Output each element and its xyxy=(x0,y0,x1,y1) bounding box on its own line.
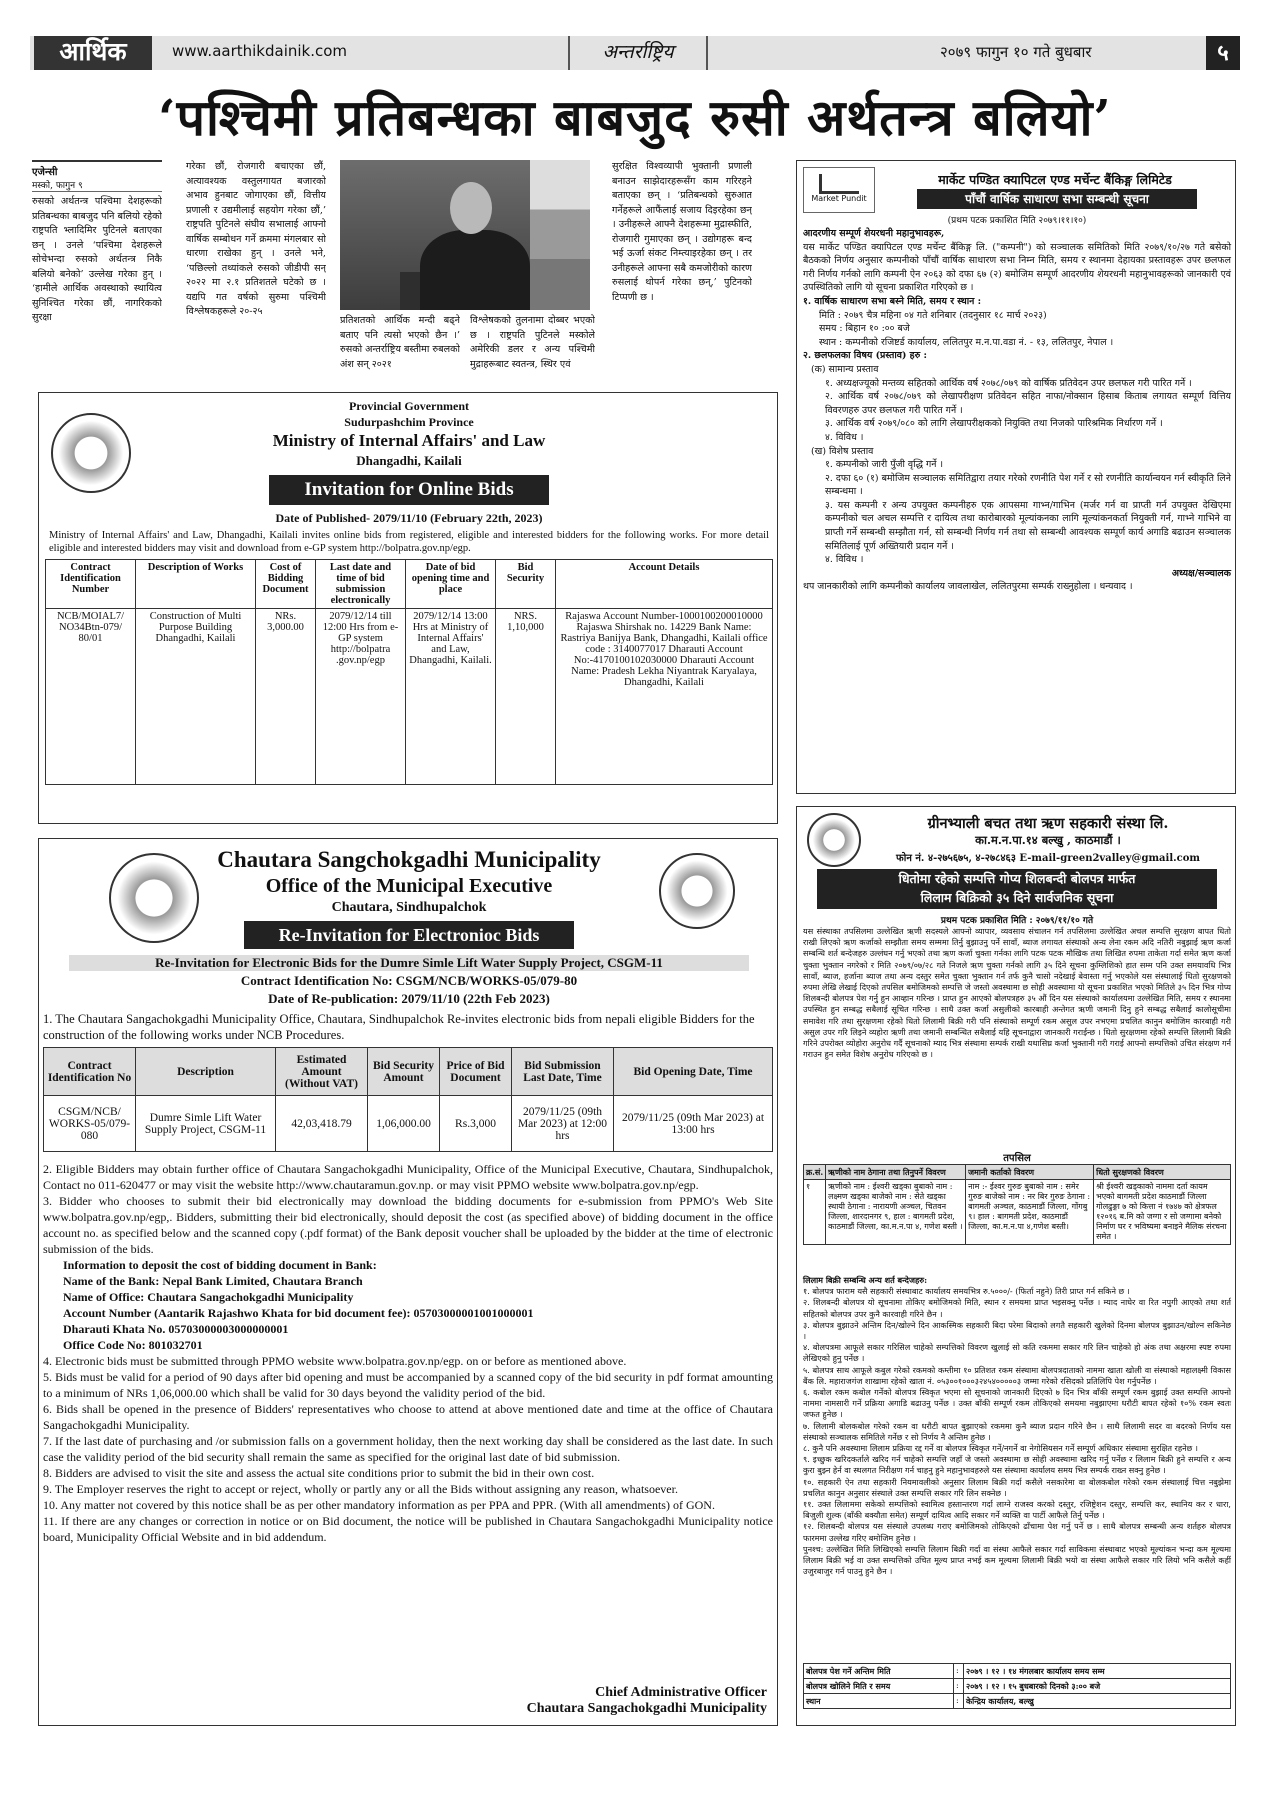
th-sn: क्र.सं. xyxy=(804,1165,826,1180)
chautara-contract-no: Contract Identification No: CSGM/NCB/WORKS-05/079-80 xyxy=(240,973,578,988)
cell-security: NRS. 1,10,000 xyxy=(496,609,556,785)
table-row xyxy=(44,1096,773,1152)
th-account: Account Details xyxy=(556,560,773,609)
special-4: ४. विविध । xyxy=(825,554,864,566)
market-s1: १. वार्षिक साधारण सभा बस्ने मिति, समय र स्थान : xyxy=(803,295,982,307)
table-row: बोलपत्र पेश गर्ने अन्तिम मिति : २०७९ । १२ । १४ मंगलबार कार्यालय समय सम्म xyxy=(804,1664,1231,1679)
chautara-banner: Re-Invitation for Electronioc Bids xyxy=(244,921,574,949)
chautara-para-1: 1. The Chautara Sangachokgadhi Municipality Office, Chautara, Sindhupalchok Re-invites electronic bids from nepali eligible Bidders for the construction of the following works under NCB Procedures. xyxy=(43,1012,755,1042)
cell-last-date: 2079/12/14 till 12:00 Hrs from e-GP system http://bolpatra .gov.np/egp xyxy=(316,609,406,785)
green-intro: यस संस्थाका तपसिलमा उल्लेखित ऋणी सदस्यले आफ्नो व्यापार, व्यवसाय संचालन गर्न तपसिलमा उल्लेखित अचल सम्पत्ति सुरक्षण बापत धितो राखी लिएको ऋण कर्जाको सम्झौता समय सम्ममा तिर्नु बुझाउनु पर्ने सावाँ, ब्याज लगायत संस्थाको अन्य लेना रकम अदि नतिरी नबुझाई ऋण कर्जा सम्बन्धि शर्त बन्देजहरु उल्लंघन गर्नु भएको तथा ऋण कर्जा चुक्ता गर्नका लागि पटक पटक मौखिक तथा लिखित रुपमा ताकेता गर्दा समेत ऋण कर्जा चुक्ता भुक्तान नगरेको र मिति २०७९/०७/२८ गते निजले ऋण चुक्ता गर्नको लागि ३५ दिने सूचना कुम्लिशिको हात सम्म पनि उक्त समयावधि भित्र सावाँ, ब्याज, हर्जाना ब्याज तथा अन्य दस्तुर समेत चुक्ता भुक्तान गर्न तर्फ कुनै चासो नदेखाई बेवास्ता गर्नु भएकोले यस संस्थालाई धितो सुरक्षणको रुपमा लेखि लेखाई दिएको तपसिल बमोजिमको सम्पत्ति जे जस्तो अवस्थामा छ सोही अवस्थामा यो सूचना प्रकाशित भएको मितिले ३५ दिन भित्र गोप्य शिलबन्दी बोलपत्र पेश गर्नु हुन आव्हान गरिन्छ । प्राप्त हुन आएको बोलपत्रहरु ३५ औं दिन यस संस्थाको कार्यालयमा उल्लेखित मिति, समय र स्थानमा उपस्थित हुन सम्बद्ध सबैलाई सूचित गरिन्छ । साथै उक्त कर्जा असुलीको कारबाही अन्तेगत ऋणी जमानी दिनु हुने सम्बद्ध सबैलाई कालोसूचीमा समावेश गरि तथा सुरक्षणमा रहेको धितो लिलामी बिक्री गरी पनि संस्थाको सम्पूर्ण रकम असुल उपर नभएमा प्रचलित कानुन बमोजिम कारबाही गरी असुल उपर गरि लिइने व्यहोरा ऋणी तथा जमानी सम्बन्धित सबैलाई यहि सूचनाद्वारा जानकारी गराईन्छ । धितो सुरक्षणमा रहेको सम्पत्ति लिलामी बिक्री गरिने उपरोक्त व्योहोरा अनुरोध गर्दै सूचनाको म्याद भित्र संस्थामा सम्पर्क राखी यथासिघ्र कर्जा भुक्तानी गरी गराई आफ्नो सम्पत्तिको उचित संरक्षण गर्न गराउन हुन समेत विशेष अनुरोध गरिएको छ । xyxy=(803,926,1231,1060)
market-pubdate: (प्रथम पटक प्रकाशित मिति २०७९।११।१०) xyxy=(947,216,1087,226)
section-name: अन्तर्राष्ट्रिय xyxy=(568,36,708,70)
chautara-place: Chautara, Sindhupalchok xyxy=(331,900,487,915)
th-contract-id: Contract Identification Number xyxy=(46,560,136,609)
green-tapsil: तपसिल xyxy=(1003,1153,1031,1164)
article-text-1: रुसको अर्थतन्त्र पश्चिमा देशहरूको प्रतिबन्धका बाबजुद पनि बलियो रहेको राष्ट्रपति भ्लादिमिर पुटिनले बताएका छन् । उनले ‘पश्चिमा देशहरूले सोचेभन्दा रुसको अर्थतन्त्र निकै बलियो बनेको’ उल्लेख गरेका हुन् । ‘हामीले आर्थिक अवस्थाको स्थायित्व सुनिश्चित गरेका छौं, नागरिकको सुरक्षा xyxy=(32,196,162,323)
office-name: Name of Office: Chautara Sangachokgadhi Municipality xyxy=(63,1290,354,1304)
condition-9: ९. इच्छुक खरिदकर्ताले खरिद गर्न चाहेको सम्पत्ति जहाँ जे जस्तो अवस्थामा छ सोही अवस्थामा खरिद गर्नु पर्नेछ र लिलाम बिक्री हुने सम्पत्ति र अन्य कुरा बुझ्न हेर्न वा स्थलगत निरीक्षण गर्न चाहनु हुने महानुभावहरुले यस संस्थामा कार्यालय समय भित्र सम्पर्क राख्न सक्नु हुनेछ । xyxy=(803,1454,1231,1476)
market-title: मार्केट पण्डित क्यापिटल एण्ड मर्चेन्ट बैंकिङ्ग लिमिटेड xyxy=(938,172,1172,187)
cell-submission: 2079/11/25 (09th Mar 2023) at 12:00 hrs xyxy=(512,1096,614,1152)
market-body xyxy=(803,227,1231,594)
special-1: १. कम्पनीको जारी पुँजी वृद्धि गर्ने । xyxy=(825,459,944,471)
article-dateline: मस्को, फागुन ९ xyxy=(32,178,162,192)
chautara-para-3: 3. Bidder who chooses to submit their bid electronically may download the bidding documents for e-submission from PPMO's Web Site www.bolpatra.gov.np/egp,. Bidders, submitting their bid electronically, should deposit the cost (as specified above) of bidding document in the office account no. as specified below and the scanned copy (.pdf format) of the Bank deposit voucher shall be uploaded by the bidder at the time of electronic submission of the bids. xyxy=(43,1194,773,1256)
chautara-notice xyxy=(38,838,778,1726)
ministry-name: Ministry of Internal Affairs' and Law xyxy=(272,431,546,450)
general-3: ३. आर्थिक वर्ष २०७९/०८० को लागि लेखापरीक्षकको नियुक्ति तथा निजको पारिश्रमिक निर्धारण गर्ने । xyxy=(825,418,1163,430)
condition-10: १०. सहकारी ऐन तथा सहकारी नियमावलीको अनुसार लिलाम बिक्री गर्दा कसैले नसकारेमा वा बोलकबोल गरेको रकम संस्थालाई चित्त नबुझेमा प्रचलित कानुन अनुसार संस्थाले उक्त सम्पत्ति सकार गरि लिन सक्नेछ । xyxy=(803,1476,1231,1498)
market-intro: यस मार्केट पण्डित क्यापिटल एण्ड मर्चेन्ट बैंकिङ्ग लि. ("कम्पनी") को सञ्चालक समितिको मिति २०७९/१०/२७ गते बसेको बैठकको निर्णय अनुसार कम्पनीको पाँचौं वार्षिक साधारण सभा निम्न मिति, समय र स्थानमा देहायका प्रस्तावहरू उपर छलफल गरी निर्णय गर्नको लागि कम्पनी ऐन २०६३ को दफा ६७ (२) बमोजिम सम्पूर्ण आदरणीय शेयरधनी महानुभावहरूको जानकारी एवं उपस्थितिको लागि यो सूचना प्रकाशित गरिएको छ । xyxy=(803,241,1231,294)
chautara-signature xyxy=(527,1685,767,1717)
cell-contract: CSGM/NCB/ WORKS-05/079-080 xyxy=(44,1096,136,1152)
cell-estimate: 42,03,418.79 xyxy=(276,1096,368,1152)
condition-3: ३. बोलपत्र बुझाउने अन्तिम दिन/खोल्ने दिन आकस्मिक सहकारी बिदा परेमा बिदाको लगतै सहकारी खुलेको दिनमा बोलपत्र बुझाउन/खोल्न सकिनेछ । xyxy=(803,1319,1231,1342)
article-text-3b: विश्लेषकको तुलनामा दोब्बर भएको छ । राष्ट्रपति पुटिनले मस्कोले अमेरिकी डलर र अन्य पश्चिमी मुद्राहरूबाट स्वतन्त्र, स्थिर एवं xyxy=(470,315,595,370)
cell-guarantor: नाम :- ईश्वर गुरुङ बुबाको नाम : समेर गुरुङ बाजेको नाम : नर बिर गुरुङ ठेगाना : बागमती अञ्चल, काठमाडौं जिल्ला, गोंगबु ९। हाल : बागमती प्रदेश, काठमाडौं जिल्ला, का.म.न.पा ४,गणेश बस्ती। xyxy=(966,1180,1094,1245)
dharauti-khata: Dharauti Khata No. 05703000003000000001 xyxy=(63,1322,289,1336)
chautara-bid-table xyxy=(43,1047,773,1152)
chautara-para-4: 4. Electronic bids must be submitted through PPMO website www.bolpatra.gov.np/egp. on or before as mentioned above. xyxy=(43,1354,627,1368)
ministry-line1: Provincial Government xyxy=(348,399,470,413)
issue-date: २०७९ फागुन १० गते बुधबार xyxy=(940,43,1092,61)
special-3: ३. यस कम्पनी र अन्य उपयुक्त कम्पनीहरु एक आपसमा गाभ्न/गाभिन (मर्जर गर्न वा प्राप्ती गर्न उपयुक्त देखिएमा कम्पनीको चल अचल सम्पत्ति र दायित्व तथा कारोबारको मूल्यांकनका लागि मूल्यांकनकर्ता नियुक्ती गर्न, गाभ्ने गाभिने वा प्राप्ती गर्ने सम्बन्धी सम्झौता गर्न, सो सम्बन्धी निर्णय गर्न तथा सो सम्बन्धी आवश्यक सम्पूर्ण कार्य अगाडि बढाउन सञ्चालक समितिलाई पूर्ण अख्तियारी प्रदान गर्ने । xyxy=(825,499,1231,552)
market-greeting: आदरणीय सम्पूर्ण शेयरधनी महानुभावहरू, xyxy=(803,228,945,239)
th-opening: Date of bid opening time and place xyxy=(406,560,496,609)
condition-2: २. शिलबन्दी बोलपत्र यो सूचनामा तोकिए बमोजिमको मिति, स्थान र समयमा प्राप्त भइसक्नु पर्नेछ । म्याद नाघेर वा रित नपुगी आएको तथा शर्त सहितको बोलपत्र उपर कुनै कारवाही गरिने छैन । xyxy=(803,1297,1231,1319)
article-text-4: सुरक्षित विश्वव्यापी भुक्तानी प्रणाली बनाउन साझेदारहरूसँग काम गरिरहने बताएका छन् । ‘प्रतिबन्धको सुरुआत गर्नेहरूले आफैंलाई सजाय दिइरहेका छन् । उनीहरूले आफ्नै देशहरूमा मुद्रास्फीति, रोजगारी गुमाएका छन् । उद्योगहरू बन्द भई ऊर्जा संकट निम्त्याइरहेका छन् । तर उनीहरूले आफ्ना सबै कमजोरीको कारण रुसलाई थोपर्न गरेका छन्,’ पुटिनको टिप्पणी छ । xyxy=(612,161,752,303)
th-security: Bid Security Amount xyxy=(368,1048,440,1096)
green-pubdate: प्रथम पटक प्रकाशित मिति : २०७९/११/१० गते xyxy=(940,916,1094,926)
account-number: Account Number (Aantarik Rajashwo Khata for bid document fee): 05703000001001000001 xyxy=(63,1306,534,1320)
market-general: (क) सामान्य प्रस्ताव xyxy=(811,363,879,375)
condition-4: ४. बोलपत्रमा आफूले सकार गरिसिल चाहेको सम्पत्तिको विवरण खुलाई सो कति रकममा सकार गरि लिन चाहेको हो अंक तथा अक्षरमा स्पष्ट रुपमा लेखिएको हुनु पर्नेछ । xyxy=(803,1342,1231,1364)
cell-opening: 2079/12/14 13:00 Hrs at Ministry of Internal Affairs' and Law, Dhangadhi, Kailali. xyxy=(406,609,496,785)
ministry-banner: Invitation for Online Bids xyxy=(269,475,549,505)
green-valley-notice xyxy=(796,806,1236,1726)
chautara-repub-date: Date of Re-publication: 2079/11/10 (22th Feb 2023) xyxy=(268,991,550,1006)
table-row: स्थान : केन्द्रिय कार्यालय, बल्खु xyxy=(804,1694,1231,1709)
site-url: www.aarthikdainik.com xyxy=(172,42,348,60)
chautara-project: Re-Invitation for Electronic Bids for the Dumre Simle Lift Water Supply Project, CSGM-11 xyxy=(69,955,749,971)
th-security: Bid Security xyxy=(496,560,556,609)
cell-collateral: श्री ईश्वरी खड्काको नाममा दर्ता कायम भएको बागमती प्रदेश काठमाडौं जिल्ला गोलढुङ्गा ७ को कित्ता नं १७४७ को क्षेत्रफल १२०१६ ब.मि को जग्गा र सो जग्गामा बनेको निर्माण घर र भविष्यमा बनाइने मैलिक संरचना समेत । xyxy=(1094,1180,1231,1245)
ministry-intro: Ministry of Internal Affairs' and Law, Dhangadhi, Kailali invites online bids from registered, eligible and interested bidders for the following works. For more detail eligible and interested bidders may visit and download from e-GP system http://bolpatra.gov.np/egp. xyxy=(49,530,769,554)
condition-8: ८. कुनै पनि अवस्थामा लिलाम प्रक्रिया रद्द गर्ने वा बोलपत्र स्विकृत गर्ने/नगर्ने वा नेगोसियसन गर्ने सम्पूर्ण अधिकार संस्थामा सुरक्षित रहनेछ । xyxy=(803,1443,1198,1454)
general-2: २. आर्थिक वर्ष २०७८/०७९ को लेखापरीक्षण प्रतिवेदन सहित नाफा/नोक्सान हिसाब किताब लगायत सम्पूर्ण वित्तिय विवरणहरु उपर छलफल गरी पारित गर्ने । xyxy=(825,391,1231,416)
cell-cost: NRs. 3,000.00 xyxy=(256,609,316,785)
condition-11: ११. उक्त लिलाममा सकेको सम्पत्तिको स्वामित्व हस्तान्तरण गर्दा लाग्ने राजस्व करको दस्तुर, रजिष्ट्रेशन दस्तुर, सम्पत्ति कर, स्थानिय कर र धारा, बिजुली शुल्क (बाँकी बक्यौता समेत) सम्पूर्ण दायित्व आदि सकार गर्ने व्यक्ति वा पार्टी आफैले तिर्नु पर्नेछ । xyxy=(803,1499,1231,1521)
market-special: (ख) विशेष प्रस्ताव xyxy=(811,445,874,457)
market-pundit-logo: Market Pundit xyxy=(803,167,875,213)
market-agm-venue: स्थान : कम्पनीको रजिष्टर्ड कार्यालय, ललितपुर म.न.पा.वडा नं. - १३, ललितपुर, नेपाल । xyxy=(819,336,1114,348)
chautara-para-8: 8. Bidders are advised to visit the site and assess the actual site conditions prior to submit the bid in their own cost. xyxy=(43,1466,595,1480)
bank-info-title: Information to deposit the cost of bidding document in Bank: xyxy=(63,1258,377,1272)
green-banner: धितोमा रहेको सम्पत्ति गोप्य शिलबन्दी बोलपत्र मार्फत लिलाम बिक्रिको ३५ दिने सार्वजनिक सूचना xyxy=(817,869,1217,909)
special-2: २. दफा ६० (१) बमोजिम सञ्चालक समितिद्वारा तयार गरेको रणनीति पेश गर्ने र सो रणनीति कार्यान्वयन गर्न स्वीकृति लिने सम्बन्धमा । xyxy=(825,472,1231,498)
chautara-para-9: 9. The Employer reserves the right to accept or reject, wholly or partly any or all the Bids without assigning any reason, whatsoever. xyxy=(43,1482,678,1496)
th-cost: Cost of Bidding Document xyxy=(256,560,316,609)
th-opening: Bid Opening Date, Time xyxy=(614,1048,773,1096)
th-borrower: ऋणीको नाम ठेगाना तथा तिनुपर्ने विवरण xyxy=(826,1165,966,1180)
th-description: Description xyxy=(136,1048,276,1096)
chautara-para-11: 11. If there are any changes or correction in notice or on Bid document, the notice will be published in Chautara Sangachokgadhi Municipality notice board, Municipality Official Website and in bid addendum. xyxy=(43,1514,773,1544)
green-conditions xyxy=(803,1275,1231,1577)
market-sign: अध्यक्ष/सञ्चालक xyxy=(1171,567,1231,579)
article-text-3a: प्रतिशतको आर्थिक मन्दी बढ्ने बताए पनि त्यसो भएको छैन ।’ रुसको अन्तर्राष्ट्रिय बस्तीमा रुबलको अंश सन् २०२१ xyxy=(340,315,460,370)
condition-5: ५. बोलपत्र साथ आफूले कबुल गरेको रकमको कम्तीमा १० प्रतिशत रकम संस्थामा बोलपत्रदाताको नाममा खाता खोली वा संस्थाको महालक्ष्मी विकास बैंक लि. महाराजगंज शाखामा रहेको खाता नं. ०५३००१०००३२४५४०००००३ जम्मा गरेको रसिदको प्रतिलिपि पेश गर्नुपर्नेछ । xyxy=(803,1364,1231,1386)
cooperative-logo-icon xyxy=(807,813,861,867)
cell-sn: १ xyxy=(804,1180,826,1245)
cell-price: Rs.3,000 xyxy=(440,1096,512,1152)
cell-security: 1,06,000.00 xyxy=(368,1096,440,1152)
condition-1: १. बोलपत्र फाराम यसै सहकारी संस्थाबाट कार्यालय समयभित्र रु.५०००/- (फिर्ता नहुने) तिरी प्राप्त गर्न सकिने छ । xyxy=(803,1286,1130,1297)
green-title: ग्रीनभ्याली बचत तथा ऋण सहकारी संस्था लि. xyxy=(927,815,1169,832)
green-address: का.म.न.पा.१४ बल्खु , काठमाडौं । xyxy=(975,833,1121,847)
chautara-title: Chautara Sangchokgadhi Municipality xyxy=(217,847,601,872)
th-price: Price of Bid Document xyxy=(440,1048,512,1096)
cell-borrower: ऋणीको नाम : ईश्वरी खड्का बुबाको नाम : लक्ष्मण खड्का बाजेको नाम : सेते खड्का स्थायी ठेगाना : नारायणी अञ्चल, चितवन जिल्ला, शारदानगर ९, हाल : बागमती प्रदेश, काठमाडौं जिल्ला, का.म.न.पा ४, गणेश बस्ती । xyxy=(826,1180,966,1245)
green-phone: फोन नं. ४-२७५६७५, ४-२७८४६३ E-mail-green2valley@gmail.com xyxy=(896,853,1200,864)
th-estimate: Estimated Amount (Without VAT) xyxy=(276,1048,368,1096)
market-footer: थप जानकारीको लागि कम्पनीको कार्यालय जावलाखेल, ललितपुरमा सम्पर्क राख्नुहोला । धन्यवाद । xyxy=(803,581,1133,593)
chautara-para-2: 2. Eligible Bidders may obtain further office of Chautara Sangachokgadhi Municipality, Office of the Municipal Executive, Chautara, Sindhupalchok, Contact no 011-620477 or may visit the website http://www.chautaramun.gov.np. or may visit PPMO website www.bolpatra.gov.np/egp. xyxy=(43,1162,773,1192)
th-contract-id: Contract Identification No xyxy=(44,1048,136,1096)
article-agency: एजेन्सी xyxy=(32,160,162,178)
th-submission: Bid Submission Last Date, Time xyxy=(512,1048,614,1096)
conditions-title: लिलाम बिक्री सम्बन्धि अन्य शर्त बन्देजहरु: xyxy=(803,1275,928,1285)
general-1: १. अध्यक्षज्यूको मन्तव्य सहितको आर्थिक वर्ष २०७८/०७९ को वार्षिक प्रतिवेदन उपर छलफल गरी पारित गर्ने । xyxy=(825,377,1192,389)
ministry-line2: Sudurpashchim Province xyxy=(344,415,474,429)
table-row xyxy=(804,1180,1231,1245)
chautara-para-10: 10. Any matter not covered by this notice shall be as per other mandatory information as per PPA and PPR. (With all amendments) of GON. xyxy=(43,1498,715,1512)
chautara-para-7: 7. If the last date of purchasing and /or submission falls on a government holiday, then the next working day shall be considered as the last date. In such case the validity period of the bid security shall remain the same as specified for the original last date of bid submission. xyxy=(43,1434,773,1464)
market-s2: २. छलफलका विषय (प्रस्ताव) हरु : xyxy=(803,350,927,362)
green-bid-dates xyxy=(803,1663,1231,1709)
newspaper-logo: आर्थिक xyxy=(34,36,152,70)
condition-note: पुनश्च: उल्लेखित मिति लिखिएको सम्पत्ति लिलाम बिक्री गर्दा वा संस्था आफैले सकार गर्दा साविकमा संस्थाबाट भएको मूल्यांकन भन्दा कम मूल्यमा लिलाम बिक्री भई वा उक्त सम्पत्तिको उचित मूल्य प्राप्त नभई कम मूल्यमा लिलामी बिक्री भयो वा संस्था आफैले सकार गरि लियो भनि कसैले कहीं उजुरबाजुर गर्न पाउनु हुने छैन । xyxy=(803,1543,1231,1577)
th-last-date: Last date and time of bid submission electronically xyxy=(316,560,406,609)
chautara-para-5: 5. Bids must be valid for a period of 90 days after bid opening and must be accompanied by a scanned copy of the bid security in pdf format amounting to a minimum of NRs 1,06,000.00 which shall be valid for 30 days beyond the validity period of the bid. xyxy=(43,1370,773,1400)
ministry-location: Dhangadhi, Kailali xyxy=(356,453,462,468)
market-pundit-notice xyxy=(796,160,1236,794)
cell-contract: NCB/MOIAL7/ NO34Btn-079/ 80/01 xyxy=(46,609,136,785)
th-collateral: धितो सुरक्षणको विवरण xyxy=(1094,1165,1231,1180)
page-number: ५ xyxy=(1206,36,1240,70)
chautara-subtitle: Office of the Municipal Executive xyxy=(265,875,553,897)
office-code: Office Code No: 801032701 xyxy=(63,1338,203,1352)
cell-opening: 2079/11/25 (09th Mar 2023) at 13:00 hrs xyxy=(614,1096,773,1152)
th-guarantor: जमानी कर्ताको विवरण xyxy=(966,1165,1094,1180)
cell-description: Dumre Simle Lift Water Supply Project, CSGM-11 xyxy=(136,1096,276,1152)
putin-photo xyxy=(340,160,590,310)
market-agm-date: मिति : २०७९ चैत्र महिना ०४ गते शनिबार (तदनुसार १८ मार्च २०२३) xyxy=(819,309,1047,321)
table-row: बोलपत्र खोलिने मिति र समय : २०७९ । १२ । १५ बुधबारको दिनको ३:०० बजे xyxy=(804,1679,1231,1694)
headline: ‘पश्चिमी प्रतिबन्धका बाबजुद रुसी अर्थतन्त्र बलियो’ xyxy=(158,88,1112,147)
green-borrower-table xyxy=(803,1164,1231,1245)
ministry-bid-table xyxy=(45,559,773,785)
market-banner: पाँचौं वार्षिक साधारण सभा सम्बन्धी सूचना xyxy=(917,189,1197,209)
table-row xyxy=(46,609,773,785)
cell-description: Construction of Multi Purpose Building Dhangadhi, Kailali xyxy=(136,609,256,785)
cell-account: Rajaswa Account Number-1000100200010000 Rajaswa Shirshak no. 14229 Bank Name: Rastriya Banijya Bank, Dhangadhi, Kailali office code : 3140077017 Dharauti Account No:-4170100102030000 Dharauti Account Name: Pradesh Lekha Niyantrak Karyalaya, Dhangadhi, Kailali xyxy=(556,609,773,785)
article-column-1 xyxy=(32,160,162,387)
condition-12: १२. शिलबन्दी बोलपत्र यस संस्थाले उपलब्ध गराए बमोजिमको तोकिएको ढाँचामा पेश गर्नु पर्ने छ । साथै बोलपत्र सम्बन्धी अन्य शर्तहरु बोलपत्र फारममा उल्लेख गरिए बमोजिम हुनेछ । xyxy=(803,1521,1231,1543)
condition-7: ७. लिलामी बोलकबोल गरेको रकम वा धरौटी बापत बुझाएको रकममा कुनै ब्याज प्रदान गरिने छैन । साथै लिलामी सदर वा बदरको निर्णय यस संस्थाको सञ्चालक समितिले गर्नेछ र सो निर्णय नै अन्तिम हुनेछ । xyxy=(803,1420,1231,1442)
general-4: ४. विविध । xyxy=(825,431,864,443)
article-text-2: गरेका छौं, रोजगारी बचाएका छौं, अत्यावश्यक वस्तुलगायत बजारको अभाव हुनबाट जोगाएका छौं, वित्तीय प्रणाली र उद्यमीलाई सहयोग गरेका छौं,’ राष्ट्रपति पुटिनले संघीय सभालाई आफ्नो वार्षिक सम्बोधन गर्ने क्रममा मंगलबार सो धारणा राखेका हुन् । उनले भने, ‘पछिल्लो तथ्यांकले रुसको जीडीपी सन् २०२२ मा २.१ प्रतिशतले घटेको छ । यद्यपि गत वर्षको सुरुमा पश्चिमी विश्लेषकहरूले २०-२५ xyxy=(186,161,326,317)
th-description: Description of Works xyxy=(136,560,256,609)
bank-name: Name of the Bank: Nepal Bank Limited, Chautara Branch xyxy=(63,1274,363,1288)
market-agm-time: समय : बिहान १० :०० बजे xyxy=(819,323,910,335)
sign-municipality: Chautara Sangachokgadhi Municipality xyxy=(526,1701,767,1716)
chautara-para-6: 6. Bids shall be opened in the presence of Bidders' representatives who choose to attend at above mentioned date and time at the office of Chautara Sangachokgadhi Municipality. xyxy=(43,1402,773,1432)
condition-6: ६. कबोल रकम कबोल गर्नेको बोलपत्र स्विकृत भएमा सो सूचनाको जानकारी दिएको ७ दिन भित्र बाँकी सम्पूर्ण रकम बुझाई उक्त सम्पत्ति आफ्नो नाममा नामसारी गर्ने प्रक्रिया अगाडि बढाउनु पर्नेछ । उक्त बाँकी सम्पूर्ण रकम तोकिएको समयमा नबुझाएमा धरौटी बापत रहेको १०% रकम स्वतः जफत हुनेछ । xyxy=(803,1387,1231,1420)
sign-officer: Chief Administrative Officer xyxy=(595,1685,767,1700)
chautara-body xyxy=(43,1161,773,1545)
ministry-pubdate: Date of Published- 2079/11/10 (February 22th, 2023) xyxy=(275,511,543,525)
ministry-notice xyxy=(38,392,778,824)
